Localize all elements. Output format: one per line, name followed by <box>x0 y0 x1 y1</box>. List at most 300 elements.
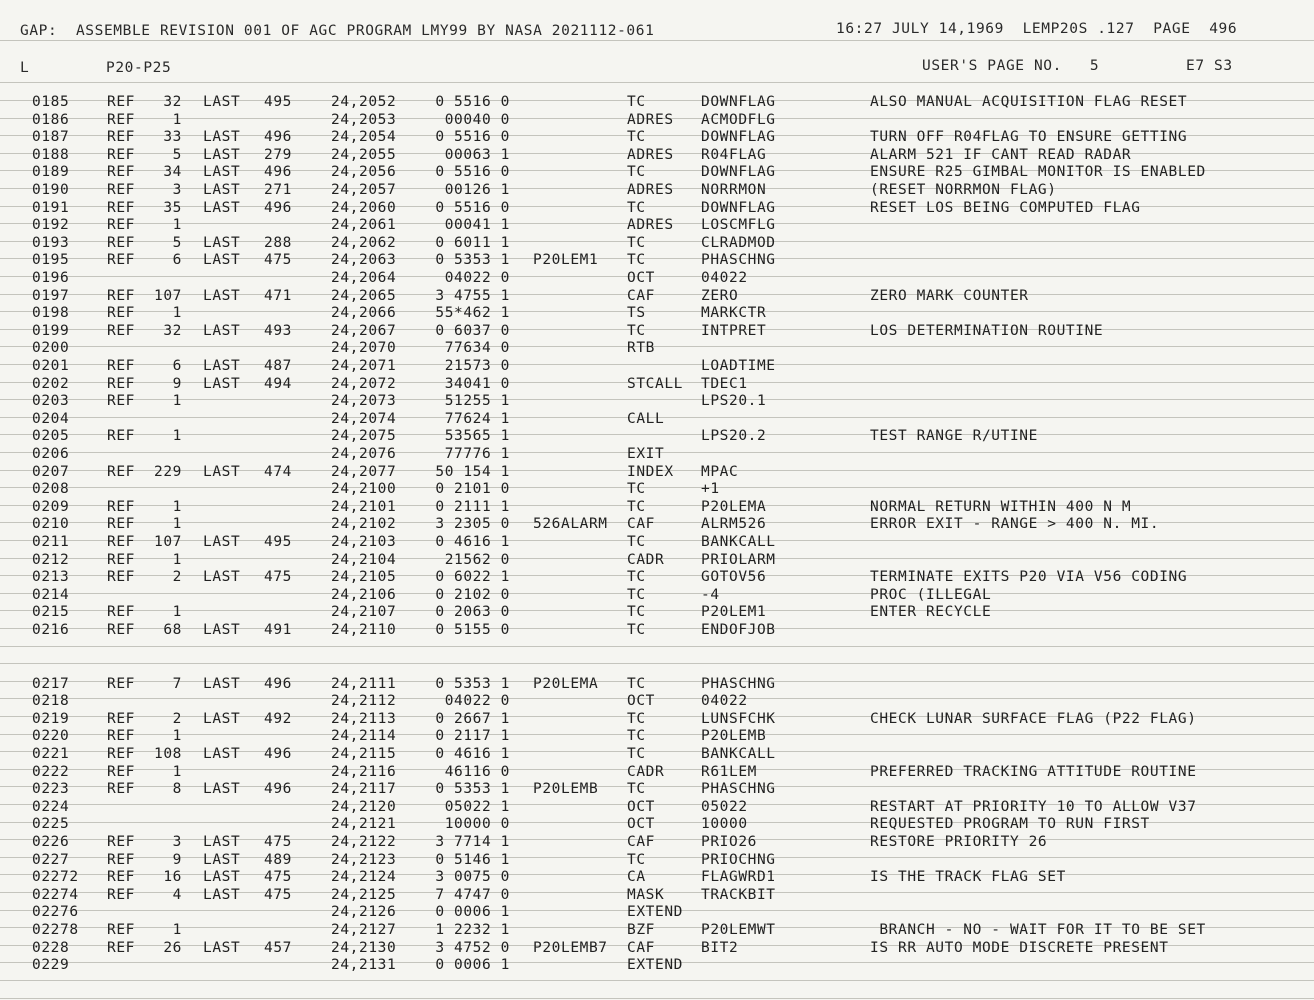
row-comment: NORMAL RETURN WITHIN 400 N M <box>870 499 1132 515</box>
row-refnum: 5 <box>172 235 182 251</box>
row-op: OCT <box>627 799 655 815</box>
paper-rule <box>0 734 1314 735</box>
row-operand: TDEC1 <box>701 376 748 392</box>
row-refnum: 33 <box>163 129 182 145</box>
row-word: 0 2117 1 <box>435 728 510 744</box>
paper-rule <box>0 40 1314 41</box>
row-op: TC <box>627 728 646 744</box>
row-word: 51255 1 <box>444 393 510 409</box>
paper-rule <box>0 364 1314 365</box>
paper-rule <box>0 628 1314 629</box>
paper-rule <box>0 980 1314 981</box>
row-ref: REF <box>107 781 135 797</box>
row-operand: ACMODFLG <box>701 112 776 128</box>
row-op: OCT <box>627 693 655 709</box>
row-ref: REF <box>107 622 135 638</box>
row-ref: REF <box>107 711 135 727</box>
row-op: STCALL <box>627 376 683 392</box>
row-refnum: 1 <box>172 112 182 128</box>
row-word: 0 5155 0 <box>435 622 510 638</box>
row-ref: REF <box>107 235 135 251</box>
row-last: LAST <box>203 182 241 198</box>
row-ref: REF <box>107 94 135 110</box>
row-line: 0206 <box>32 446 70 462</box>
row-comment: ALSO MANUAL ACQUISITION FLAG RESET <box>870 94 1188 110</box>
row-word: 00126 1 <box>444 182 510 198</box>
row-lastnum: 271 <box>264 182 292 198</box>
row-ref: REF <box>107 376 135 392</box>
row-line: 0220 <box>32 728 70 744</box>
row-op: CAF <box>627 940 655 956</box>
row-operand: DOWNFLAG <box>701 200 776 216</box>
row-refnum: 9 <box>172 852 182 868</box>
row-addr: 24,2117 <box>331 781 397 797</box>
row-addr: 24,2126 <box>331 904 397 920</box>
row-op: ADRES <box>627 147 674 163</box>
paper-rule <box>0 82 1314 83</box>
row-label: P20LEMA <box>533 676 599 692</box>
row-addr: 24,2104 <box>331 552 397 568</box>
row-operand: CLRADMOD <box>701 235 776 251</box>
row-line: 0190 <box>32 182 70 198</box>
row-op: ADRES <box>627 217 674 233</box>
row-operand: LOSCMFLG <box>701 217 776 233</box>
row-lastnum: 475 <box>264 869 292 885</box>
row-refnum: 3 <box>172 182 182 198</box>
row-refnum: 1 <box>172 516 182 532</box>
paper-rule <box>0 311 1314 312</box>
row-comment: ENSURE R25 GIMBAL MONITOR IS ENABLED <box>870 164 1206 180</box>
row-line: 0228 <box>32 940 70 956</box>
row-lastnum: 475 <box>264 252 292 268</box>
listing-header-title: GAP: ASSEMBLE REVISION 001 OF AGC PROGRAM LMY99 BY NASA 2021112-061 <box>20 23 655 39</box>
page-code: E7 S3 <box>1186 58 1233 74</box>
row-operand: R61LEM <box>701 764 757 780</box>
row-addr: 24,2101 <box>331 499 397 515</box>
row-last: LAST <box>203 200 241 216</box>
row-op: CALL <box>627 411 665 427</box>
row-operand: TRACKBIT <box>701 887 776 903</box>
row-op: OCT <box>627 816 655 832</box>
row-word: 0 2111 1 <box>435 499 510 515</box>
row-line: 0202 <box>32 376 70 392</box>
row-refnum: 1 <box>172 552 182 568</box>
row-line: 02278 <box>32 922 79 938</box>
row-line: 0195 <box>32 252 70 268</box>
paper-rule <box>0 487 1314 488</box>
row-line: 0229 <box>32 957 70 973</box>
paper-rule <box>0 346 1314 347</box>
row-addr: 24,2060 <box>331 200 397 216</box>
row-ref: REF <box>107 728 135 744</box>
row-addr: 24,2071 <box>331 358 397 374</box>
row-ref: REF <box>107 393 135 409</box>
row-last: LAST <box>203 376 241 392</box>
row-refnum: 32 <box>163 94 182 110</box>
row-operand: PRIOCHNG <box>701 852 776 868</box>
row-word: 0 5516 0 <box>435 129 510 145</box>
row-refnum: 1 <box>172 764 182 780</box>
row-refnum: 6 <box>172 252 182 268</box>
row-addr: 24,2111 <box>331 676 397 692</box>
row-op: TC <box>627 200 646 216</box>
row-ref: REF <box>107 869 135 885</box>
row-op: CADR <box>627 764 665 780</box>
row-operand: PHASCHNG <box>701 252 776 268</box>
row-line: 0222 <box>32 764 70 780</box>
paper-rule <box>0 593 1314 594</box>
row-op: TC <box>627 676 646 692</box>
row-operand: ZERO <box>701 288 739 304</box>
row-word: 77624 1 <box>444 411 510 427</box>
row-line: 0227 <box>32 852 70 868</box>
row-word: 3 2305 0 <box>435 516 510 532</box>
paper-rule <box>0 276 1314 277</box>
row-ref: REF <box>107 534 135 550</box>
row-addr: 24,2070 <box>331 340 397 356</box>
row-word: 55*462 1 <box>435 305 510 321</box>
row-refnum: 32 <box>163 323 182 339</box>
row-ref: REF <box>107 569 135 585</box>
row-last: LAST <box>203 129 241 145</box>
row-lastnum: 496 <box>264 781 292 797</box>
row-refnum: 107 <box>154 288 182 304</box>
row-last: LAST <box>203 940 241 956</box>
row-line: 0186 <box>32 112 70 128</box>
row-word: 0 2667 1 <box>435 711 510 727</box>
users-page-number: USER'S PAGE NO. 5 <box>922 58 1100 74</box>
row-comment: ERROR EXIT - RANGE > 400 N. MI. <box>870 516 1160 532</box>
row-line: 0204 <box>32 411 70 427</box>
row-operand: MPAC <box>701 464 739 480</box>
row-word: 0 5516 0 <box>435 94 510 110</box>
row-operand: PHASCHNG <box>701 781 776 797</box>
row-refnum: 68 <box>163 622 182 638</box>
row-op: TC <box>627 252 646 268</box>
row-lastnum: 495 <box>264 94 292 110</box>
row-ref: REF <box>107 852 135 868</box>
row-refnum: 1 <box>172 499 182 515</box>
row-lastnum: 496 <box>264 746 292 762</box>
row-comment: TERMINATE EXITS P20 VIA V56 CODING <box>870 569 1188 585</box>
row-ref: REF <box>107 516 135 532</box>
row-word: 0 4616 1 <box>435 746 510 762</box>
row-comment: ENTER RECYCLE <box>870 604 992 620</box>
row-op: TC <box>627 499 646 515</box>
row-addr: 24,2062 <box>331 235 397 251</box>
paper-rule <box>0 663 1314 664</box>
row-addr: 24,2115 <box>331 746 397 762</box>
row-lastnum: 494 <box>264 376 292 392</box>
row-addr: 24,2052 <box>331 94 397 110</box>
row-op: TC <box>627 746 646 762</box>
row-operand: 04022 <box>701 270 748 286</box>
row-word: 1 2232 1 <box>435 922 510 938</box>
row-operand: 10000 <box>701 816 748 832</box>
row-line: 0200 <box>32 340 70 356</box>
row-lastnum: 493 <box>264 323 292 339</box>
row-label: P20LEM1 <box>533 252 599 268</box>
row-comment: PROC (ILLEGAL <box>870 587 992 603</box>
row-last: LAST <box>203 676 241 692</box>
row-line: 02274 <box>32 887 79 903</box>
row-comment: LOS DETERMINATION ROUTINE <box>870 323 1104 339</box>
row-operand: R04FLAG <box>701 147 767 163</box>
row-lastnum: 496 <box>264 129 292 145</box>
row-last: LAST <box>203 887 241 903</box>
row-operand: BIT2 <box>701 940 739 956</box>
row-last: LAST <box>203 164 241 180</box>
row-operand: PRIO26 <box>701 834 757 850</box>
row-word: 0 0006 1 <box>435 904 510 920</box>
row-ref: REF <box>107 604 135 620</box>
row-refnum: 8 <box>172 781 182 797</box>
row-addr: 24,2061 <box>331 217 397 233</box>
row-operand: PHASCHNG <box>701 676 776 692</box>
row-line: 0211 <box>32 534 70 550</box>
row-operand: FLAGWRD1 <box>701 869 776 885</box>
row-op: CADR <box>627 552 665 568</box>
paper-rule <box>0 681 1314 682</box>
row-op: TC <box>627 94 646 110</box>
row-op: BZF <box>627 922 655 938</box>
row-op: TC <box>627 587 646 603</box>
row-line: 0215 <box>32 604 70 620</box>
row-ref: REF <box>107 746 135 762</box>
row-op: MASK <box>627 887 665 903</box>
row-word: 7 4747 0 <box>435 887 510 903</box>
row-comment: ZERO MARK COUNTER <box>870 288 1029 304</box>
row-word: 0 2102 0 <box>435 587 510 603</box>
row-line: 0224 <box>32 799 70 815</box>
row-comment: IS THE TRACK FLAG SET <box>870 869 1066 885</box>
row-addr: 24,2103 <box>331 534 397 550</box>
row-line: 0226 <box>32 834 70 850</box>
row-refnum: 7 <box>172 676 182 692</box>
row-refnum: 1 <box>172 922 182 938</box>
row-operand: LUNSFCHK <box>701 711 776 727</box>
row-op: TC <box>627 569 646 585</box>
row-lastnum: 487 <box>264 358 292 374</box>
paper-rule <box>0 998 1314 999</box>
row-line: 0219 <box>32 711 70 727</box>
row-op: EXTEND <box>627 957 683 973</box>
row-word: 0 5353 1 <box>435 252 510 268</box>
row-addr: 24,2106 <box>331 587 397 603</box>
row-word: 00041 1 <box>444 217 510 233</box>
paper-rule <box>0 610 1314 611</box>
row-addr: 24,2110 <box>331 622 397 638</box>
paper-rule <box>0 294 1314 295</box>
row-word: 10000 0 <box>444 816 510 832</box>
row-op: TC <box>627 622 646 638</box>
row-addr: 24,2121 <box>331 816 397 832</box>
row-line: 0193 <box>32 235 70 251</box>
row-ref: REF <box>107 305 135 321</box>
row-word: 21562 0 <box>444 552 510 568</box>
row-comment: (RESET NORRMON FLAG) <box>870 182 1057 198</box>
row-operand: LPS20.2 <box>701 428 767 444</box>
row-op: TC <box>627 235 646 251</box>
row-addr: 24,2122 <box>331 834 397 850</box>
row-label: P20LEMB <box>533 781 599 797</box>
row-last: LAST <box>203 711 241 727</box>
row-word: 0 0006 1 <box>435 957 510 973</box>
listing-header-timestamp: 16:27 JULY 14,1969 LEMP20S .127 PAGE 496 <box>836 21 1238 37</box>
row-word: 50 154 1 <box>435 464 510 480</box>
row-lastnum: 288 <box>264 235 292 251</box>
row-operand: 04022 <box>701 693 748 709</box>
row-addr: 24,2100 <box>331 481 397 497</box>
row-operand: MARKCTR <box>701 305 767 321</box>
row-operand: BANKCALL <box>701 534 776 550</box>
row-line: 0207 <box>32 464 70 480</box>
row-last: LAST <box>203 781 241 797</box>
row-op: TC <box>627 852 646 868</box>
row-addr: 24,2102 <box>331 516 397 532</box>
row-op: CAF <box>627 516 655 532</box>
row-line: 0199 <box>32 323 70 339</box>
row-last: LAST <box>203 464 241 480</box>
row-operand: +1 <box>701 481 720 497</box>
row-last: LAST <box>203 834 241 850</box>
row-operand: INTPRET <box>701 323 767 339</box>
row-comment: TURN OFF R04FLAG TO ENSURE GETTING <box>870 129 1188 145</box>
row-last: LAST <box>203 147 241 163</box>
paper-rule <box>0 241 1314 242</box>
row-operand: PRIOLARM <box>701 552 776 568</box>
row-addr: 24,2131 <box>331 957 397 973</box>
row-word: 77634 0 <box>444 340 510 356</box>
row-operand: ENDOFJOB <box>701 622 776 638</box>
row-line: 0217 <box>32 676 70 692</box>
paper-rule <box>0 839 1314 840</box>
row-line: 0192 <box>32 217 70 233</box>
row-ref: REF <box>107 323 135 339</box>
row-line: 0213 <box>32 569 70 585</box>
paper-rule <box>0 646 1314 647</box>
column-marker: L <box>20 60 30 76</box>
row-word: 46116 0 <box>444 764 510 780</box>
row-addr: 24,2066 <box>331 305 397 321</box>
row-word: 0 5146 1 <box>435 852 510 868</box>
row-word: 3 4755 1 <box>435 288 510 304</box>
row-operand: -4 <box>701 587 720 603</box>
paper-rule <box>0 857 1314 858</box>
row-addr: 24,2127 <box>331 922 397 938</box>
row-ref: REF <box>107 922 135 938</box>
row-label: 526ALARM <box>533 516 608 532</box>
row-ref: REF <box>107 288 135 304</box>
row-addr: 24,2130 <box>331 940 397 956</box>
row-last: LAST <box>203 534 241 550</box>
row-operand: BANKCALL <box>701 746 776 762</box>
row-line: 0210 <box>32 516 70 532</box>
row-refnum: 3 <box>172 834 182 850</box>
row-word: 0 5516 0 <box>435 200 510 216</box>
paper-rule <box>0 786 1314 787</box>
row-last: LAST <box>203 622 241 638</box>
row-op: TC <box>627 604 646 620</box>
row-word: 0 5353 1 <box>435 676 510 692</box>
row-op: TC <box>627 781 646 797</box>
row-last: LAST <box>203 852 241 868</box>
row-line: 0187 <box>32 129 70 145</box>
row-refnum: 1 <box>172 604 182 620</box>
row-operand: DOWNFLAG <box>701 164 776 180</box>
row-ref: REF <box>107 499 135 515</box>
row-op: TC <box>627 711 646 727</box>
row-addr: 24,2065 <box>331 288 397 304</box>
section-label: P20-P25 <box>106 60 172 76</box>
row-word: 0 2101 0 <box>435 481 510 497</box>
row-addr: 24,2073 <box>331 393 397 409</box>
row-refnum: 107 <box>154 534 182 550</box>
row-line: 0196 <box>32 270 70 286</box>
row-refnum: 229 <box>154 464 182 480</box>
row-word: 04022 0 <box>444 270 510 286</box>
row-addr: 24,2116 <box>331 764 397 780</box>
row-operand: NORRMON <box>701 182 767 198</box>
row-op: INDEX <box>627 464 674 480</box>
row-word: 00040 0 <box>444 112 510 128</box>
row-last: LAST <box>203 252 241 268</box>
row-op: ADRES <box>627 112 674 128</box>
row-lastnum: 496 <box>264 676 292 692</box>
row-word: 3 4752 0 <box>435 940 510 956</box>
row-word: 3 0075 0 <box>435 869 510 885</box>
row-addr: 24,2072 <box>331 376 397 392</box>
row-operand: GOTOV56 <box>701 569 767 585</box>
paper-rule <box>0 434 1314 435</box>
row-line: 0185 <box>32 94 70 110</box>
row-last: LAST <box>203 235 241 251</box>
row-lastnum: 475 <box>264 569 292 585</box>
row-line: 0221 <box>32 746 70 762</box>
row-addr: 24,2120 <box>331 799 397 815</box>
row-op: CAF <box>627 288 655 304</box>
row-lastnum: 474 <box>264 464 292 480</box>
row-addr: 24,2053 <box>331 112 397 128</box>
row-lastnum: 489 <box>264 852 292 868</box>
row-ref: REF <box>107 676 135 692</box>
row-lastnum: 279 <box>264 147 292 163</box>
row-addr: 24,2105 <box>331 569 397 585</box>
row-addr: 24,2074 <box>331 411 397 427</box>
row-ref: REF <box>107 764 135 780</box>
row-op: OCT <box>627 270 655 286</box>
row-op: TC <box>627 164 646 180</box>
row-last: LAST <box>203 288 241 304</box>
row-last: LAST <box>203 746 241 762</box>
row-line: 0191 <box>32 200 70 216</box>
row-comment: IS RR AUTO MODE DISCRETE PRESENT <box>870 940 1169 956</box>
row-last: LAST <box>203 358 241 374</box>
row-refnum: 1 <box>172 428 182 444</box>
row-addr: 24,2056 <box>331 164 397 180</box>
paper-rule <box>0 751 1314 752</box>
row-last: LAST <box>203 869 241 885</box>
row-addr: 24,2113 <box>331 711 397 727</box>
row-word: 0 5516 0 <box>435 164 510 180</box>
row-line: 0189 <box>32 164 70 180</box>
row-op: EXIT <box>627 446 665 462</box>
paper-rule <box>0 698 1314 699</box>
paper-rule <box>0 329 1314 330</box>
row-lastnum: 495 <box>264 534 292 550</box>
row-addr: 24,2054 <box>331 129 397 145</box>
row-operand: DOWNFLAG <box>701 129 776 145</box>
